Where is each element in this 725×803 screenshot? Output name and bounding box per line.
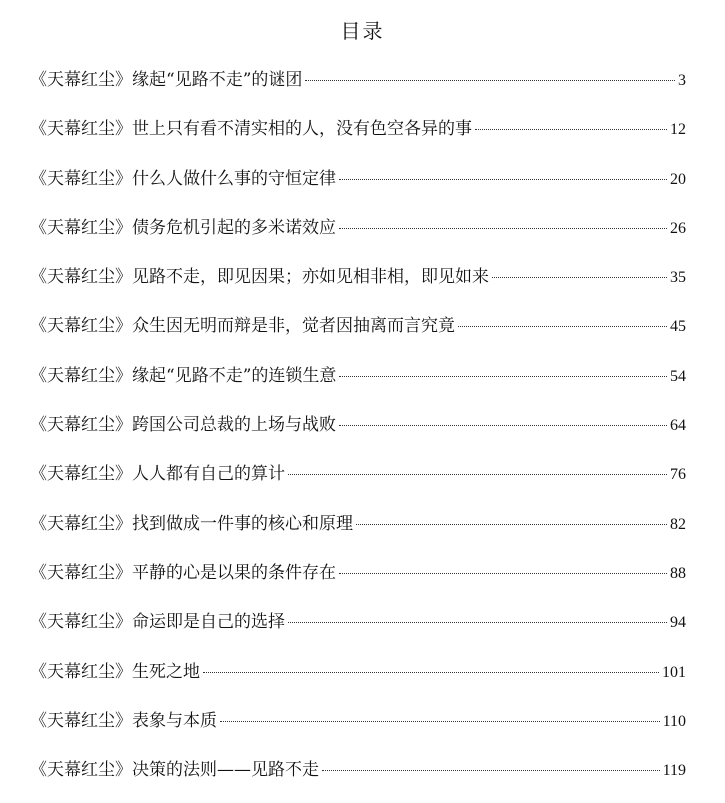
table-of-contents [30,64,686,803]
toc-entry-page: 45 [670,318,686,336]
toc-entry-page: 94 [670,614,686,632]
toc-entry [30,458,686,507]
toc-entry-title: 《天幕红尘》表象与本质 [30,710,217,731]
toc-entry [30,261,686,310]
toc-entry-title: 《天幕红尘》生死之地 [30,661,200,682]
toc-entry-page: 110 [662,712,686,730]
toc-entry-title: 《天幕红尘》命运即是自己的选择 [30,612,285,633]
toc-entry-page: 101 [662,663,686,681]
dot-leader [339,179,667,180]
toc-entry [30,557,686,606]
toc-entry-title: 《天幕红尘》什么人做什么事的守恒定律 [30,168,336,189]
toc-entry [30,606,686,655]
page-title: 目录 [340,19,385,43]
toc-entry [30,360,686,409]
dot-leader [458,326,667,327]
toc-entry-page: 12 [670,121,686,139]
toc-entry-page: 76 [670,466,686,484]
toc-entry-title: 《天幕红尘》缘起“见路不走”的谜团 [30,70,303,90]
toc-entry [30,212,686,261]
toc-entry-title: 《天幕红尘》缘起“见路不走”的连锁生意 [30,365,337,386]
dot-leader [339,228,667,229]
toc-entry-title: 《天幕红尘》世上只有看不清实相的人，没有色空各异的事 [30,119,472,140]
dot-leader [339,425,667,426]
toc-entry-page: 88 [670,564,686,582]
toc-entry-title: 《天幕红尘》人人都有自己的算计 [30,464,285,485]
toc-entry-title: 《天幕红尘》决策的法则——见路不走 [30,760,319,781]
toc-entry-page: 119 [662,762,686,780]
toc-entry-title: 《天幕红尘》众生因无明而辩是非，觉者因抽离而言究竟 [30,316,455,337]
toc-entry [30,508,686,557]
dot-leader [322,770,660,771]
dot-leader [356,524,667,525]
toc-entry-title: 《天幕红尘》见路不走，即见因果；亦如见相非相，即见如来 [30,267,489,288]
toc-entry-page: 35 [670,269,686,287]
dot-leader [203,672,659,673]
dot-leader [492,277,667,278]
dot-leader [305,80,675,81]
dot-leader [339,376,667,377]
toc-entry-page: 20 [670,170,686,188]
toc-entry-page: 54 [670,367,686,385]
dot-leader [220,721,660,722]
toc-entry-page: 26 [670,219,686,237]
toc-entry [30,64,686,113]
toc-entry-title: 《天幕红尘》找到做成一件事的核心和原理 [30,513,353,534]
toc-entry [30,705,686,754]
toc-entry-title: 《天幕红尘》跨国公司总裁的上场与战败 [30,415,336,436]
toc-entry-title: 《天幕红尘》债务危机引起的多米诺效应 [30,217,336,238]
toc-entry-title: 《天幕红尘》平静的心是以果的条件存在 [30,562,336,583]
dot-leader [339,573,667,574]
toc-entry [30,754,686,803]
toc-entry [30,310,686,359]
toc-entry-page: 3 [678,72,686,89]
dot-leader [288,474,667,475]
toc-entry-page: 82 [670,515,686,533]
dot-leader [288,622,667,623]
toc-entry [30,409,686,458]
toc-entry [30,113,686,162]
toc-entry [30,163,686,212]
dot-leader [475,129,667,130]
toc-entry [30,656,686,705]
toc-entry-page: 64 [670,417,686,435]
